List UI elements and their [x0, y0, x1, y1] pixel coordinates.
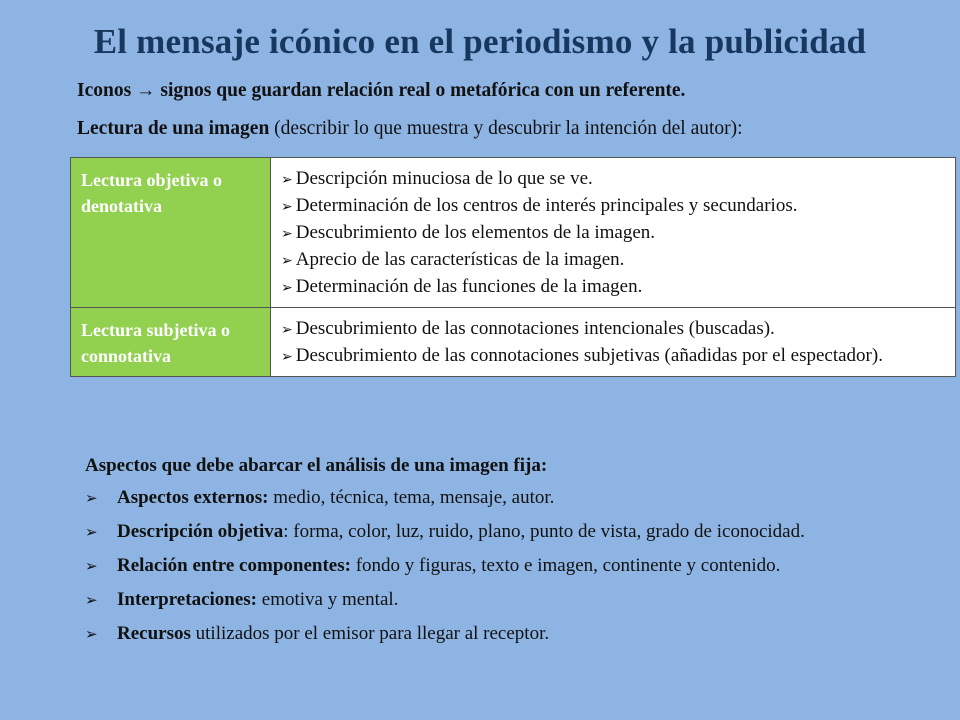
arrow-bullet-icon: ➢ — [281, 253, 293, 269]
list-item: ➢ Descripción objetiva: forma, color, luz, ruido, plano, punto de vista, grado de iconocidad. — [85, 517, 885, 547]
arrow-bullet-icon: ➢ — [85, 557, 98, 575]
arrow-bullet-icon: ➢ — [85, 489, 98, 507]
list-item: ➢ Determinación de los centros de interés principales y secundarios. — [281, 195, 798, 216]
slide-title: El mensaje icónico en el periodismo y la publicidad — [93, 22, 867, 61]
icons-definition: Iconos → signos que guardan relación real o metafórica con un referente. — [77, 80, 686, 101]
arrow-bullet-icon: ➢ — [281, 349, 293, 365]
label-objective: Lectura objetiva o denotativa — [71, 158, 271, 308]
list-item: ➢ Relación entre componentes: fondo y figuras, texto e imagen, continente y contenido. — [85, 551, 885, 581]
list-item: ➢ Descubrimiento de los elementos de la imagen. — [281, 222, 656, 243]
content-subjective — [271, 308, 956, 377]
aspects-list — [85, 483, 885, 653]
arrow-bullet-icon: ➢ — [85, 591, 98, 609]
arrow-bullet-icon: ➢ — [281, 280, 293, 296]
aspects-title: Aspectos que debe abarcar el análisis de una imagen fija: — [85, 455, 548, 476]
arrow-bullet-icon: ➢ — [281, 226, 293, 242]
reading-intro-text: (describir lo que muestra y descubrir la intención del autor): — [269, 118, 743, 139]
reading-types-table — [70, 157, 956, 377]
content-objective — [271, 158, 956, 308]
list-item: ➢ Descubrimiento de las connotaciones intencionales (buscadas). — [281, 318, 775, 339]
list-item: ➢ Descubrimiento de las connotaciones subjetivas (añadidas por el espectador). — [281, 345, 883, 366]
list-item: ➢ Interpretaciones: emotiva y mental. — [85, 585, 885, 615]
list-item: ➢ Aprecio de las características de la imagen. — [281, 249, 625, 270]
list-item: ➢ Descripción minuciosa de lo que se ve. — [281, 168, 593, 189]
arrow-bullet-icon: ➢ — [85, 625, 98, 643]
table-row-subjective — [71, 308, 956, 377]
list-item: ➢ Determinación de las funciones de la imagen. — [281, 276, 643, 297]
arrow-bullet-icon: ➢ — [85, 523, 98, 541]
label-subjective: Lectura subjetiva o connotativa — [71, 308, 271, 377]
arrow-bullet-icon: ➢ — [281, 199, 293, 215]
list-item: ➢ Aspectos externos: medio, técnica, tema, mensaje, autor. — [85, 483, 885, 513]
arrow-bullet-icon: ➢ — [281, 322, 293, 338]
reading-intro-bold: Lectura de una imagen — [77, 118, 270, 139]
table-row-objective — [71, 158, 956, 308]
reading-intro — [77, 118, 743, 140]
arrow-bullet-icon: ➢ — [281, 172, 293, 188]
list-item: ➢ Recursos utilizados por el emisor para llegar al receptor. — [85, 619, 885, 649]
